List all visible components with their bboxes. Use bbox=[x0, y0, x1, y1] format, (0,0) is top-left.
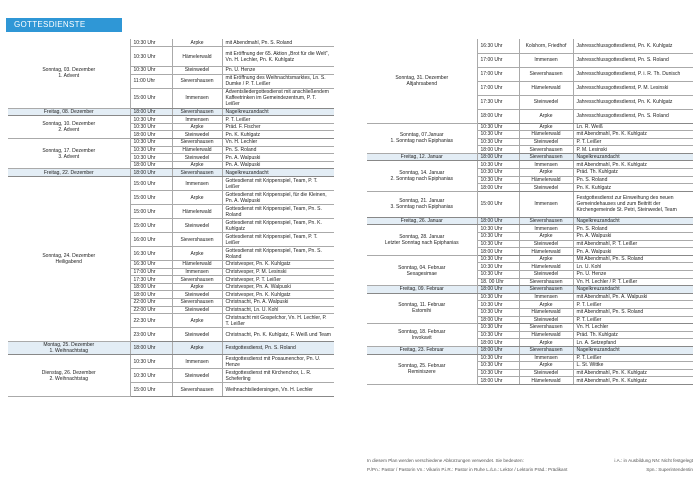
service-time: 10:30 Uhr bbox=[477, 138, 519, 146]
service-description: mit Abendmahl, Pn. K. Kuhlgatz bbox=[573, 377, 693, 385]
service-time: 18:00 Uhr bbox=[477, 339, 519, 347]
service-description: Jahresschlussgottesdienst, Pn. K. Kuhlgatz bbox=[573, 95, 693, 109]
service-location: Immensen bbox=[172, 116, 222, 124]
service-description: Adventsliedergottesdienst mit anschließendem Kaffeetrinken im Gemeindezentrum, P. T. Leißer bbox=[222, 88, 334, 108]
service-location: Immensen bbox=[519, 354, 573, 362]
service-description: Christvesper, Pn. K. Kuhlgatz bbox=[222, 291, 334, 299]
service-location: Immensen bbox=[519, 161, 573, 169]
schedule-row bbox=[367, 286, 693, 294]
service-description: Gottesdienst mit Krippenspiel, Team, P. T. Leißer bbox=[222, 177, 334, 191]
schedule-row bbox=[367, 161, 693, 169]
service-description: Pn. A. Walpuski bbox=[573, 248, 693, 256]
service-day: Sonntag, 14. Januar 2. Sonntag nach Epiphanias bbox=[367, 161, 477, 191]
service-time: 10:30 Uhr bbox=[477, 161, 519, 169]
service-time: 17:00 Uhr bbox=[130, 268, 172, 276]
service-description: Präd. F. Fischer bbox=[222, 123, 334, 131]
service-location: Steinwedel bbox=[172, 67, 222, 75]
service-time: 22:30 Uhr bbox=[130, 314, 172, 328]
service-time: 16:30 Uhr bbox=[477, 39, 519, 53]
service-time: 18:00 Uhr bbox=[130, 169, 172, 177]
service-time: 15:00 Uhr bbox=[130, 177, 172, 191]
service-time: 10:30 Uhr bbox=[477, 324, 519, 332]
service-location: Steinwedel bbox=[519, 184, 573, 192]
service-day: Sonntag, 24. Dezember Heiligabend bbox=[8, 177, 130, 342]
service-location: Hämelerwald bbox=[519, 81, 573, 95]
service-day: Sonntag, 17. Dezember 3. Advent bbox=[8, 139, 130, 169]
schedule-row bbox=[8, 355, 334, 369]
service-day: Montag, 25. Dezember 1. Weihnachtstag bbox=[8, 342, 130, 355]
service-description: Gottesdienst mit Krippenspiel, für die Kleinen, Pn. A. Walpuski bbox=[222, 191, 334, 205]
service-description: L. St. Wittke bbox=[573, 362, 693, 370]
service-description: Präd. Th. Kuhlgatz bbox=[573, 331, 693, 339]
service-time: 10:30 Uhr bbox=[130, 369, 172, 383]
service-time: 17:00 Uhr bbox=[477, 53, 519, 67]
service-description: mit Eröffnung des Weihnachtsmarktes, Ln. S. Dumke / P. T. Leißer bbox=[222, 74, 334, 88]
service-time: 10:30 Uhr bbox=[477, 225, 519, 233]
service-location: Arpke bbox=[519, 301, 573, 309]
service-time: 10:30 Uhr bbox=[477, 369, 519, 377]
service-time: 10:30 Uhr bbox=[477, 271, 519, 279]
service-location: Hämelerwald bbox=[519, 176, 573, 184]
service-description: Nagelkreuzandacht bbox=[573, 217, 693, 225]
footer-note: In diesem Plan werden verschiedene Abkürzungen verwendet. Sie bedeuten: bbox=[367, 458, 524, 463]
service-location: Kolshorn, Friedhof bbox=[519, 39, 573, 53]
service-day: Sonntag, 25. Februar Reminiszere bbox=[367, 354, 477, 384]
schedule-row bbox=[367, 225, 693, 233]
service-time: 10:30 Uhr bbox=[477, 255, 519, 263]
service-description: Pn. S. Roland bbox=[573, 225, 693, 233]
service-location: Sievershausen bbox=[519, 278, 573, 286]
service-time: 10:30 Uhr bbox=[477, 176, 519, 184]
service-description: mit Abendmahl, Pn. A. Walpuski bbox=[573, 293, 693, 301]
service-time: 10:30 Uhr bbox=[477, 240, 519, 248]
service-location: Hämelerwald bbox=[172, 146, 222, 154]
service-time: 10:30 Uhr bbox=[130, 116, 172, 124]
service-location: Arpke bbox=[172, 161, 222, 169]
service-description: Nagelkreuzandacht bbox=[573, 286, 693, 294]
service-description: Festgottesdienst mit Kirchenchor, L. R. Scheferling bbox=[222, 369, 334, 383]
service-time: 15:00 Uhr bbox=[130, 205, 172, 219]
schedule-column-right bbox=[367, 39, 693, 385]
service-location: Steinwedel bbox=[172, 369, 222, 383]
service-time: 10:30 Uhr bbox=[130, 355, 172, 369]
service-description: mit Eröffnung der 65. Aktion „Brot für die Welt“, Vn. H. Lechler, Pn. K. Kuhlgatz bbox=[222, 47, 334, 67]
footer-note-right: i.A.: in Ausbildung NN: Nicht festgelegt bbox=[614, 458, 693, 463]
schedule-row bbox=[8, 116, 334, 124]
service-location: Arpke bbox=[519, 109, 573, 123]
service-location: Immensen bbox=[172, 268, 222, 276]
service-location: Arpke bbox=[519, 169, 573, 177]
service-time: 10:30 Uhr bbox=[477, 131, 519, 139]
service-location: Steinwedel bbox=[172, 131, 222, 139]
service-description: mit Abendmahl, P. T. Leißer bbox=[573, 240, 693, 248]
service-time: 10:30 Uhr bbox=[130, 123, 172, 131]
service-description: Pn. K. Kuhlgatz bbox=[573, 184, 693, 192]
service-time: 18:00 Uhr bbox=[477, 286, 519, 294]
service-time: 10:30 Uhr bbox=[477, 301, 519, 309]
service-description: Nagelkreuzandacht bbox=[222, 169, 334, 177]
service-description: Christvesper, P. M. Lesinski bbox=[222, 268, 334, 276]
service-description: Mit Abendmahl, Pn. S. Roland bbox=[573, 255, 693, 263]
service-time: 18:00 Uhr bbox=[477, 217, 519, 225]
service-time: 10:30 Uhr bbox=[477, 293, 519, 301]
schedule-row bbox=[8, 39, 334, 47]
service-location: Hämelerwald bbox=[172, 205, 222, 219]
service-description: Jahresschlussgottesdienst, Pn. S. Roland bbox=[573, 53, 693, 67]
service-description: Christnacht, Pn. A. Walpuski bbox=[222, 299, 334, 307]
service-day: Freitag, 26. Januar bbox=[367, 217, 477, 225]
service-location: Sievershausen bbox=[519, 217, 573, 225]
footer-abbreviations-right: Spn.: Superintendentin bbox=[646, 467, 693, 472]
service-location: Sievershausen bbox=[519, 67, 573, 81]
schedule-row bbox=[367, 293, 693, 301]
service-location: Arpke bbox=[519, 362, 573, 370]
service-time: 15:00 Uhr bbox=[130, 88, 172, 108]
service-location: Steinwedel bbox=[172, 306, 222, 314]
service-location: Sievershausen bbox=[519, 153, 573, 161]
service-time: 18:00 Uhr bbox=[130, 108, 172, 116]
service-time: 16:30 Uhr bbox=[130, 261, 172, 269]
service-time: 18:00 Uhr bbox=[130, 291, 172, 299]
schedule-column-left bbox=[8, 39, 334, 397]
service-time: 17:00 Uhr bbox=[477, 81, 519, 95]
service-description: Pn. A. Walpuski bbox=[222, 154, 334, 162]
service-location: Steinwedel bbox=[519, 240, 573, 248]
service-location: Sievershausen bbox=[172, 108, 222, 116]
service-description: Christnacht, Pn. K. Kuhlgatz, F. Weiß und Team bbox=[222, 328, 334, 342]
service-time: 22:00 Uhr bbox=[130, 306, 172, 314]
service-day: Sonntag, 21. Januar 3. Sonntag nach Epiphanias bbox=[367, 191, 477, 217]
service-description: Pn. A. Walpuski bbox=[222, 161, 334, 169]
service-time: 18:00 Uhr bbox=[477, 316, 519, 324]
service-time: 16:30 Uhr bbox=[130, 247, 172, 261]
service-location: Sievershausen bbox=[172, 139, 222, 147]
schedule-row bbox=[8, 169, 334, 177]
service-location: Sievershausen bbox=[519, 324, 573, 332]
service-time: 10:30 Uhr bbox=[477, 331, 519, 339]
service-time: 15:00 Uhr bbox=[130, 383, 172, 397]
service-description: Jahresschlussgottesdienst, P. i. R. Th. Dunisch bbox=[573, 67, 693, 81]
service-location: Arpke bbox=[172, 123, 222, 131]
service-day: Freitag, 23. Februar bbox=[367, 346, 477, 354]
service-description: Festgottesdienst, Pn. S. Roland bbox=[222, 342, 334, 355]
service-location: Arpke bbox=[519, 233, 573, 241]
abbreviations-footer bbox=[367, 456, 693, 474]
schedule-row bbox=[367, 217, 693, 225]
service-description: Ln. A. Setzepfand bbox=[573, 339, 693, 347]
service-time: 10:30 Uhr bbox=[130, 139, 172, 147]
schedule-row bbox=[8, 108, 334, 116]
service-description: Pn. K. Kuhlgatz bbox=[222, 131, 334, 139]
schedule-row bbox=[367, 123, 693, 131]
service-description: Pn. U. Henze bbox=[573, 271, 693, 279]
service-description: Gottesdienst mit Krippenspiel, Team, Pn. S. Roland bbox=[222, 205, 334, 219]
service-day: Freitag, 08. Dezember bbox=[8, 108, 130, 116]
service-location: Sievershausen bbox=[519, 286, 573, 294]
service-location: Hämelerwald bbox=[519, 131, 573, 139]
service-time: 10:30 Uhr bbox=[477, 169, 519, 177]
service-location: Steinwedel bbox=[519, 369, 573, 377]
service-location: Steinwedel bbox=[519, 138, 573, 146]
service-description: Nagelkreuzandacht bbox=[573, 346, 693, 354]
service-location: Sievershausen bbox=[172, 74, 222, 88]
service-description: Christvesper, Pn. K. Kuhlgatz bbox=[222, 261, 334, 269]
service-location: Steinwedel bbox=[519, 271, 573, 279]
footer-abbreviations: P./Pn.: Pastor / Pastorin Vn.: Vikarin P.i.R.: Pastor in Ruhe L./Ln.: Lektor / Lektorin Präd.: Prädikant bbox=[367, 467, 568, 472]
schedule-table-right bbox=[367, 39, 693, 385]
service-location: Hämelerwald bbox=[172, 47, 222, 67]
service-day: Sonntag, 28. Januar Letzter Sonntag nach Epiphanias bbox=[367, 225, 477, 255]
service-description: Ln. U. Kohl bbox=[573, 263, 693, 271]
service-location: Immensen bbox=[172, 177, 222, 191]
service-day: Sonntag, 11. Februar Estomihi bbox=[367, 293, 477, 323]
service-description: Jahresschlussgottesdienst, P. M. Lesinski bbox=[573, 81, 693, 95]
service-location: Immensen bbox=[172, 88, 222, 108]
service-time: 18:00 Uhr bbox=[130, 131, 172, 139]
schedule-row bbox=[8, 342, 334, 355]
service-time: 18:00 Uhr bbox=[477, 146, 519, 154]
service-time: 17:30 Uhr bbox=[477, 95, 519, 109]
service-time: 10:30 Uhr bbox=[477, 123, 519, 131]
service-location: Arpke bbox=[172, 283, 222, 291]
service-location: Hämelerwald bbox=[172, 261, 222, 269]
service-location: Arpke bbox=[172, 191, 222, 205]
service-time: 17:30 Uhr bbox=[130, 276, 172, 284]
service-description: Festgottesdienst mit Posaunenchor, Pn. U. Henze bbox=[222, 355, 334, 369]
service-description: Pn. U. Henze bbox=[222, 67, 334, 75]
service-location: Sievershausen bbox=[172, 299, 222, 307]
service-location: Sievershausen bbox=[172, 276, 222, 284]
service-description: Christvesper, Pn. A. Walpuski bbox=[222, 283, 334, 291]
service-description: Christnacht mit Gospelchor, Vn. H. Lechler, P. T. Leißer bbox=[222, 314, 334, 328]
service-day: Sonntag, 07.Januar 1. Sonntag nach Epiphanias bbox=[367, 123, 477, 153]
service-description: Christnacht, Ln. U. Kohl bbox=[222, 306, 334, 314]
service-day: Dienstag, 26. Dezember 2. Weihnachtstag bbox=[8, 355, 130, 397]
service-description: Christvesper, P. T. Leißer bbox=[222, 276, 334, 284]
service-day: Sonntag, 03. Dezember 1. Advent bbox=[8, 39, 130, 108]
service-day: Freitag, 09. Februar bbox=[367, 286, 477, 294]
service-time: 10:30 Uhr bbox=[130, 47, 172, 67]
service-time: 10:30 Uhr bbox=[130, 67, 172, 75]
service-day: Freitag, 12. Januar bbox=[367, 153, 477, 161]
service-description: Jahresschlussgottesdienst, Pn. K. Kuhlgatz bbox=[573, 39, 693, 53]
service-time: 10:30 Uhr bbox=[130, 154, 172, 162]
service-day: Sonntag, 04. Februar Sexagesimae bbox=[367, 255, 477, 285]
service-location: Steinwedel bbox=[172, 328, 222, 342]
service-description: mit Abendmahl, Pn. K. Kuhlgatz bbox=[573, 161, 693, 169]
service-description: Gottesdienst mit Krippenspiel, Team, Pn. K. Kuhlgatz bbox=[222, 219, 334, 233]
service-time: 10:30 Uhr bbox=[477, 362, 519, 370]
service-location: Steinwedel bbox=[519, 95, 573, 109]
service-description: Ln. R. Weiß bbox=[573, 123, 693, 131]
service-description: P. T. Leißer bbox=[573, 354, 693, 362]
service-location: Hämelerwald bbox=[519, 331, 573, 339]
service-time: 10:30 Uhr bbox=[130, 146, 172, 154]
schedule-row bbox=[8, 177, 334, 191]
service-description: Jahresschlussgottesdienst, Pn. S. Roland bbox=[573, 109, 693, 123]
service-location: Immensen bbox=[519, 293, 573, 301]
service-description: mit Abendmahl, Pn. S. Roland bbox=[222, 39, 334, 47]
service-time: 10:30 Uhr bbox=[477, 308, 519, 316]
service-location: Immensen bbox=[519, 225, 573, 233]
schedule-row bbox=[367, 255, 693, 263]
service-location: Immensen bbox=[519, 191, 573, 217]
service-location: Immensen bbox=[172, 355, 222, 369]
service-location: Steinwedel bbox=[172, 219, 222, 233]
service-description: mit Abendmahl, Pn. K. Kuhlgatz bbox=[573, 369, 693, 377]
section-title: GOTTESDIENSTE bbox=[6, 18, 122, 32]
service-time: 18:00 Uhr bbox=[477, 153, 519, 161]
service-time: 17:00 Uhr bbox=[477, 67, 519, 81]
service-location: Sievershausen bbox=[519, 146, 573, 154]
service-description: Weihnachtsliedersingen, Vn. H. Lechler bbox=[222, 383, 334, 397]
service-time: 11:00 Uhr bbox=[130, 74, 172, 88]
service-time: 18:00 Uhr bbox=[130, 342, 172, 355]
service-description: P. T. Leißer bbox=[573, 316, 693, 324]
service-description: Vn. H. Lechler bbox=[222, 139, 334, 147]
service-location: Arpke bbox=[172, 39, 222, 47]
service-location: Immensen bbox=[519, 53, 573, 67]
service-description: Pn. S. Roland bbox=[222, 146, 334, 154]
service-location: Arpke bbox=[172, 247, 222, 261]
schedule-row bbox=[367, 39, 693, 53]
service-description: Präd. Th. Kuhlgatz bbox=[573, 169, 693, 177]
service-description: P. T. Leißer bbox=[222, 116, 334, 124]
service-time: 15:00 Uhr bbox=[477, 191, 519, 217]
service-description: Nagelkreuzandacht bbox=[222, 108, 334, 116]
service-location: Sievershausen bbox=[519, 346, 573, 354]
service-description: Pn. A. Walpuski bbox=[573, 233, 693, 241]
service-time: 18:00 Uhr bbox=[477, 346, 519, 354]
service-description: Gottesdienst mit Krippenspiel, Team, P. T. Leißer bbox=[222, 233, 334, 247]
service-location: Sievershausen bbox=[172, 169, 222, 177]
service-location: Hämelerwald bbox=[519, 377, 573, 385]
schedule-row bbox=[367, 324, 693, 332]
service-description: mit Abendmahl, Pn. K. Kuhlgatz bbox=[573, 131, 693, 139]
service-location: Sievershausen bbox=[172, 233, 222, 247]
service-description: Pn. S. Roland bbox=[573, 176, 693, 184]
service-day: Sonntag, 18. Februar Invokavit bbox=[367, 324, 477, 347]
schedule-table-left bbox=[8, 39, 334, 397]
service-location: Arpke bbox=[172, 314, 222, 328]
service-time: 18:00 Uhr bbox=[477, 184, 519, 192]
service-location: Sievershausen bbox=[172, 383, 222, 397]
service-time: 10:30 Uhr bbox=[477, 263, 519, 271]
service-location: Hämelerwald bbox=[519, 308, 573, 316]
service-location: Arpke bbox=[172, 342, 222, 355]
service-time: 18:00 Uhr bbox=[477, 109, 519, 123]
service-time: 18:00 Uhr bbox=[130, 161, 172, 169]
service-day: Freitag, 22. Dezember bbox=[8, 169, 130, 177]
service-description: P. T. Leißer bbox=[573, 301, 693, 309]
service-time: 22:00 Uhr bbox=[130, 299, 172, 307]
service-time: 18. 00 Uhr bbox=[477, 278, 519, 286]
service-time: 18:00 Uhr bbox=[130, 283, 172, 291]
service-description: Nagelkreuzandacht bbox=[573, 153, 693, 161]
schedule-row bbox=[8, 139, 334, 147]
service-description: P. M. Lesinski bbox=[573, 146, 693, 154]
service-time: 16:00 Uhr bbox=[130, 233, 172, 247]
schedule-row bbox=[367, 346, 693, 354]
service-description: P. T. Leißer bbox=[573, 138, 693, 146]
service-location: Hämelerwald bbox=[519, 263, 573, 271]
service-location: Arpke bbox=[519, 255, 573, 263]
service-location: Steinwedel bbox=[519, 316, 573, 324]
service-time: 18:00 Uhr bbox=[477, 248, 519, 256]
schedule-row bbox=[367, 191, 693, 217]
service-description: Gottesdienst mit Krippenspiel, Team, Pn. S. Roland bbox=[222, 247, 334, 261]
service-location: Hämelerwald bbox=[519, 248, 573, 256]
service-description: Vn. H. Lechler / P. T. Leißer bbox=[573, 278, 693, 286]
service-description: Vn. H. Lechler bbox=[573, 324, 693, 332]
service-time: 10:30 Uhr bbox=[130, 39, 172, 47]
service-description: mit Abendmahl, Pn. S. Roland bbox=[573, 308, 693, 316]
schedule-row bbox=[367, 153, 693, 161]
service-location: Arpke bbox=[519, 123, 573, 131]
service-location: Arpke bbox=[519, 339, 573, 347]
service-time: 10:30 Uhr bbox=[477, 233, 519, 241]
service-time: 15:00 Uhr bbox=[130, 219, 172, 233]
service-time: 10:30 Uhr bbox=[477, 354, 519, 362]
service-time: 15:00 Uhr bbox=[130, 191, 172, 205]
schedule-row bbox=[367, 354, 693, 362]
service-description: Festgottesdienst zur Einweihung des neuen Gemeindehauses und zum Beitritt der Kirchengemeinde St. Petri, Steinwedel, Team bbox=[573, 191, 693, 217]
service-location: Steinwedel bbox=[172, 154, 222, 162]
service-time: 23:00 Uhr bbox=[130, 328, 172, 342]
service-time: 18:00 Uhr bbox=[477, 377, 519, 385]
service-day: Sonntag, 31. Dezember Altjahrsabend bbox=[367, 39, 477, 123]
service-day: Sonntag, 10. Dezember 2. Advent bbox=[8, 116, 130, 139]
service-location: Steinwedel bbox=[172, 291, 222, 299]
